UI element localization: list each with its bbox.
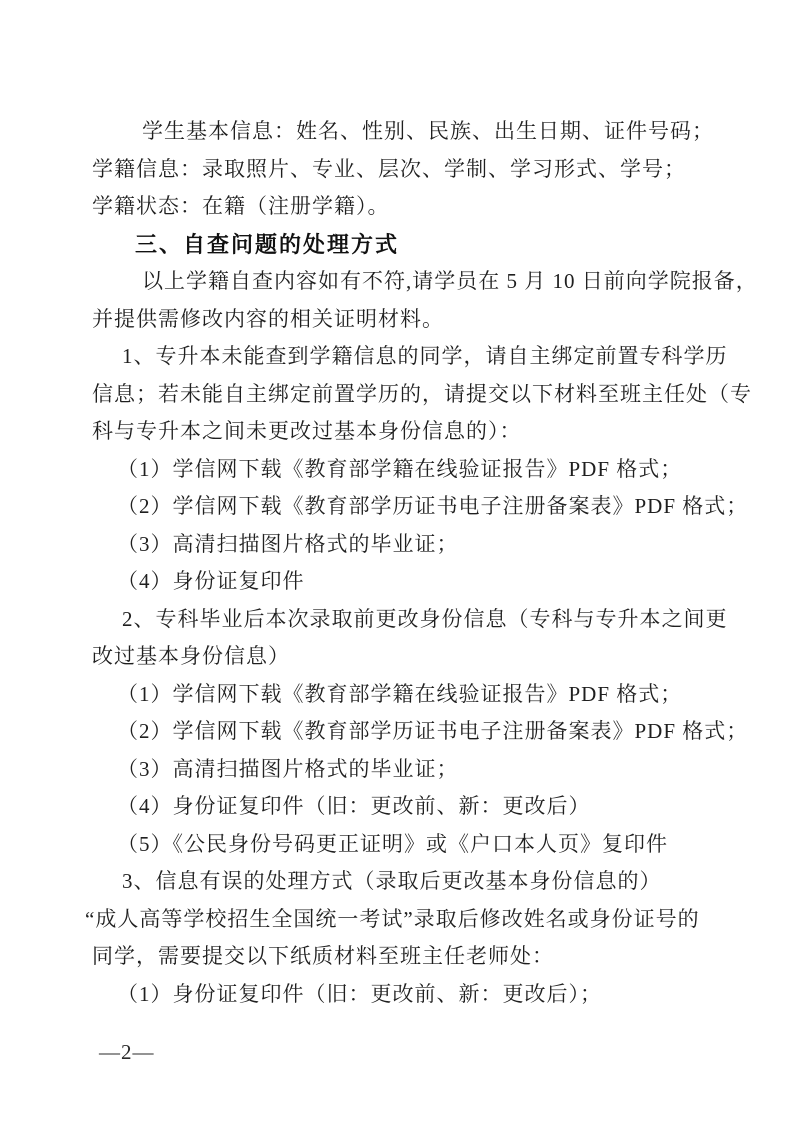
item-2-material-2: （2）学信网下载《教育部学历证书电子注册备案表》PDF 格式； [117,719,749,743]
item-1-line-2: 信息；若未能自主绑定前置学历的，请提交以下材料至班主任处（专 [92,381,752,406]
item-1-material-1: （1）学信网下载《教育部学籍在线验证报告》PDF 格式； [117,456,683,481]
item-2-line-1: 2、专科毕业后本次录取前更改身份信息（专科与专升本之间更 [122,606,728,631]
line-selfcheck-report-2: 并提供需修改内容的相关证明材料。 [92,306,444,331]
item-3-line-2: “成人高等学校招生全国统一考试”录取后修改姓名或身份证号的 [85,906,700,931]
page-number: —2— [99,1040,155,1064]
item-1-line-1: 1、专升本未能查到学籍信息的同学，请自主绑定前置专科学历 [122,344,728,368]
item-1-material-2: （2）学信网下载《教育部学历证书电子注册备案表》PDF 格式； [117,494,749,518]
section-heading-handling-methods: 三、自查问题的处理方式 [135,231,400,257]
item-3-line-3: 同学，需要提交以下纸质材料至班主任老师处： [92,944,554,968]
line-enrollment-info: 学籍信息：录取照片、专业、层次、学制、学习形式、学号； [92,156,686,181]
document-body [85,113,758,1013]
line-student-basic-info: 学生基本信息：姓名、性别、民族、出生日期、证件号码； [142,119,714,143]
item-2-material-5: （5）《公民身份号码更正证明》或《户口本人页》复印件 [117,831,668,856]
item-2-material-4: （4）身份证复印件（旧：更改前、新：更改后） [117,794,591,818]
item-3-material-1: （1）身份证复印件（旧：更改前、新：更改后）； [117,981,602,1006]
item-2-material-1: （1）学信网下载《教育部学籍在线验证报告》PDF 格式； [117,681,683,706]
item-1-material-3: （3）高清扫描图片格式的毕业证； [117,531,459,556]
item-2-line-2: 改过基本身份信息） [92,644,290,668]
item-1-line-3: 科与专升本之间未更改过基本身份信息的）： [92,419,522,443]
item-1-material-4: （4）身份证复印件 [117,569,305,593]
item-2-material-3: （3）高清扫描图片格式的毕业证； [117,756,459,781]
item-3-line-1: 3、信息有误的处理方式（录取后更改基本身份信息的） [122,869,662,893]
line-selfcheck-report-1: 以上学籍自查内容如有不符,请学员在 5 月 10 日前向学院报备， [142,269,758,293]
line-enrollment-status: 学籍状态：在籍（注册学籍）。 [92,194,390,218]
